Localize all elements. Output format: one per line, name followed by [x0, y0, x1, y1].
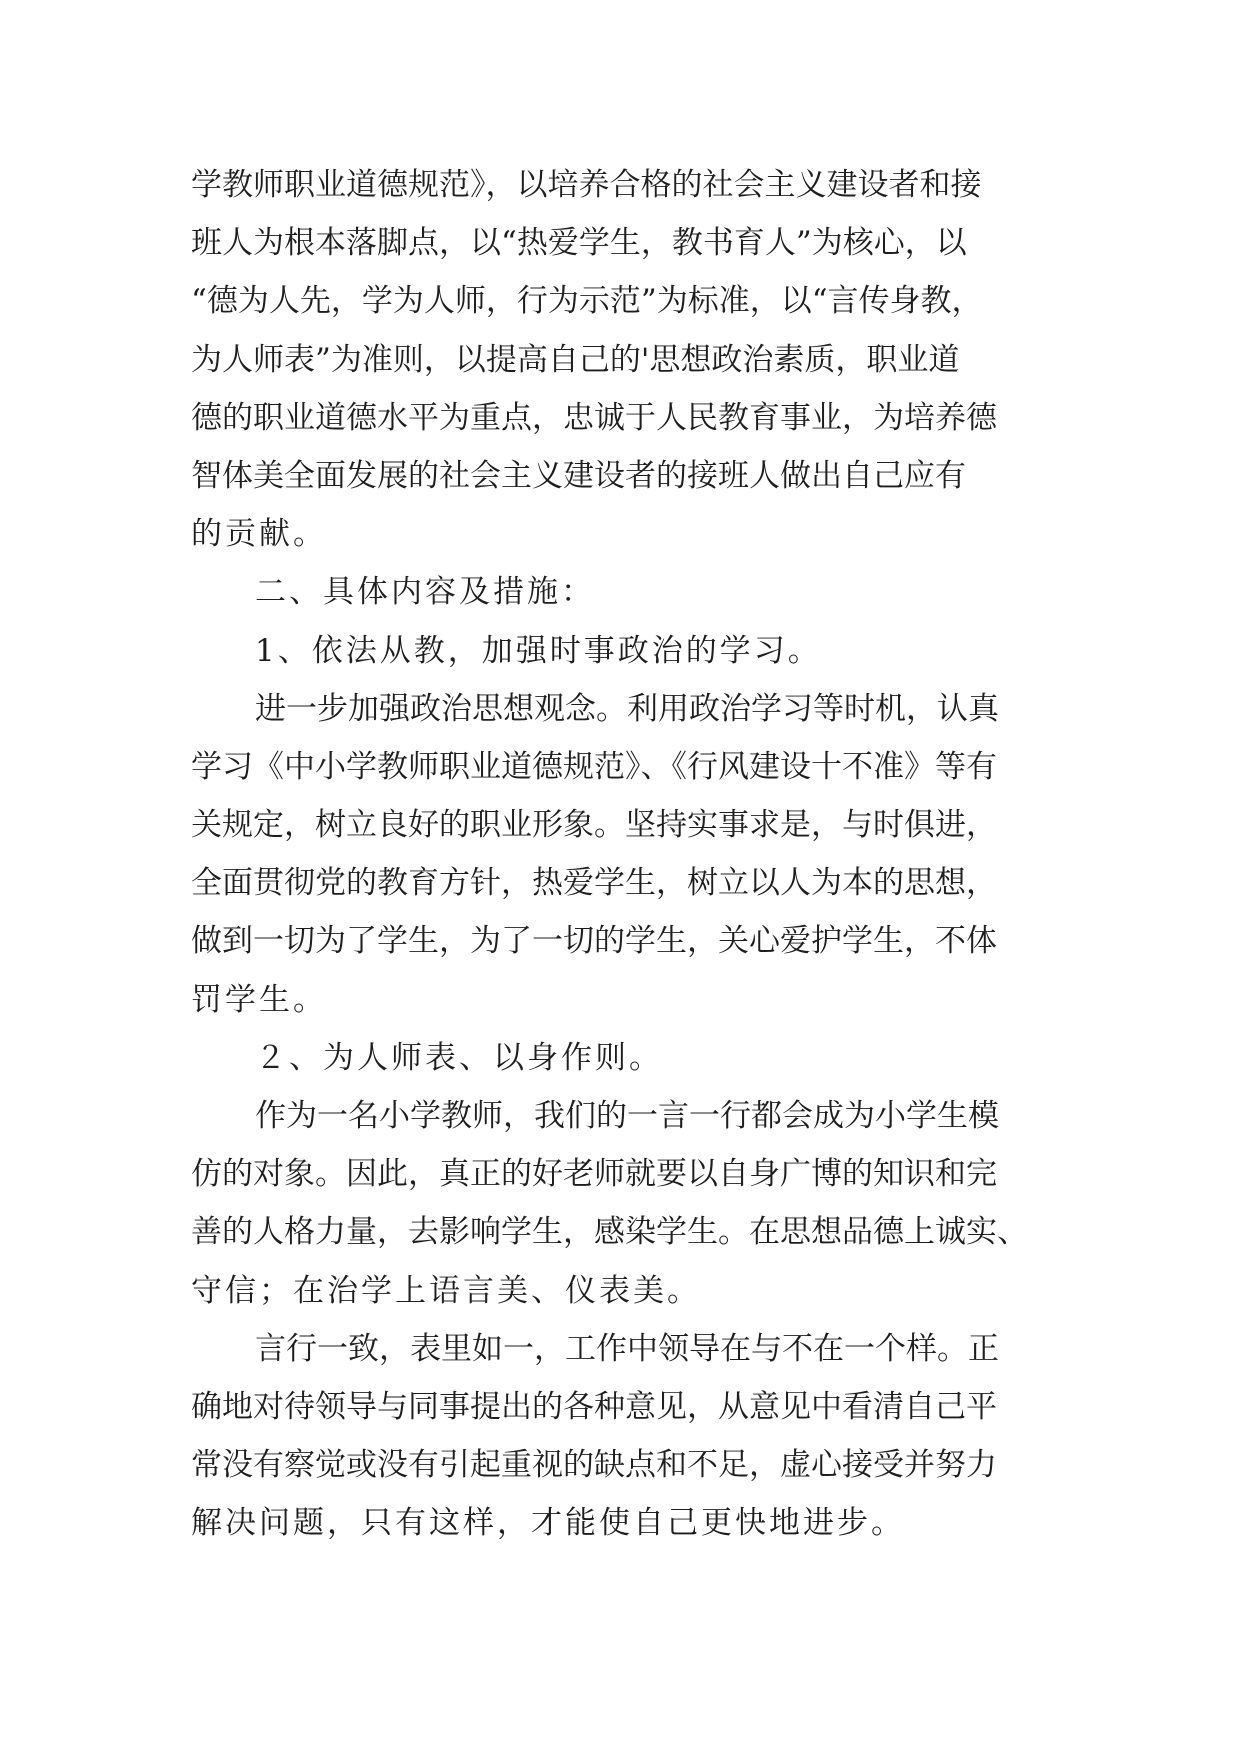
text-line: 全面贯彻党的教育方针，热爱学生，树立以人为本的思想，: [191, 865, 997, 902]
text-line: 仿的对象。因此，真正的好老师就要以自身广博的知识和完: [191, 1156, 997, 1193]
text-line: 确地对待领导与同事提出的各种意见，从意见中看清自己平: [191, 1388, 997, 1425]
text-line: 常没有察觉或没有引起重视的缺点和不足，虚心接受并努力: [191, 1447, 997, 1484]
text-line: 智体美全面发展的社会主义建设者的接班人做出自己应有: [191, 457, 966, 494]
text-line: 学教师职业道德规范》，以培养合格的社会主义建设者和接: [191, 167, 982, 203]
text-line: 善的人格力量，去影响学生，感染学生。在思想品德上诚实、: [191, 1214, 1028, 1251]
text-line: ２、为人师表、以身作则。: [255, 1039, 663, 1076]
text-line: 守信；在治学上语言美、仪表美。: [191, 1272, 701, 1309]
text-line: 罚学生。: [191, 981, 327, 1018]
text-line: 的贡献。: [191, 516, 327, 553]
text-line: 班人为根本落脚点，以“热爱学生，教书育人”为核心，以: [191, 225, 967, 262]
text-line: 学习《中小学教师职业道德规范》、《行风建设十不准》等有: [191, 748, 997, 785]
text-line: 为人师表”为准则，以提高自己的'思想政治素质，职业道: [191, 341, 960, 378]
text-line: 言行一致，表里如一，工作中领导在与不在一个样。正: [255, 1330, 999, 1367]
text-line: 解决问题，只有这样，才能使自己更快地进步。: [191, 1505, 905, 1542]
text-line: 作为一名小学教师，我们的一言一行都会成为小学生模: [255, 1098, 999, 1134]
text-line: 二、具体内容及措施：: [255, 574, 595, 611]
text-line: 1、依法从教，加强时事政治的学习。: [255, 632, 822, 669]
text-line: 德的职业道德水平为重点，忠诚于人民教育事业，为培养德: [191, 399, 997, 436]
text-line: 进一步加强政治思想观念。利用政治学习等时机，认真: [255, 690, 999, 727]
text-line: 做到一切为了学生，为了一切的学生，关心爱护学生，不体: [191, 923, 997, 960]
document-body: [191, 156, 1051, 1553]
text-line: 关规定，树立良好的职业形象。坚持实事求是，与时俱进，: [191, 807, 997, 844]
text-line: “德为人先，学为人师，行为示范”为标准，以“言传身教，: [191, 283, 983, 320]
